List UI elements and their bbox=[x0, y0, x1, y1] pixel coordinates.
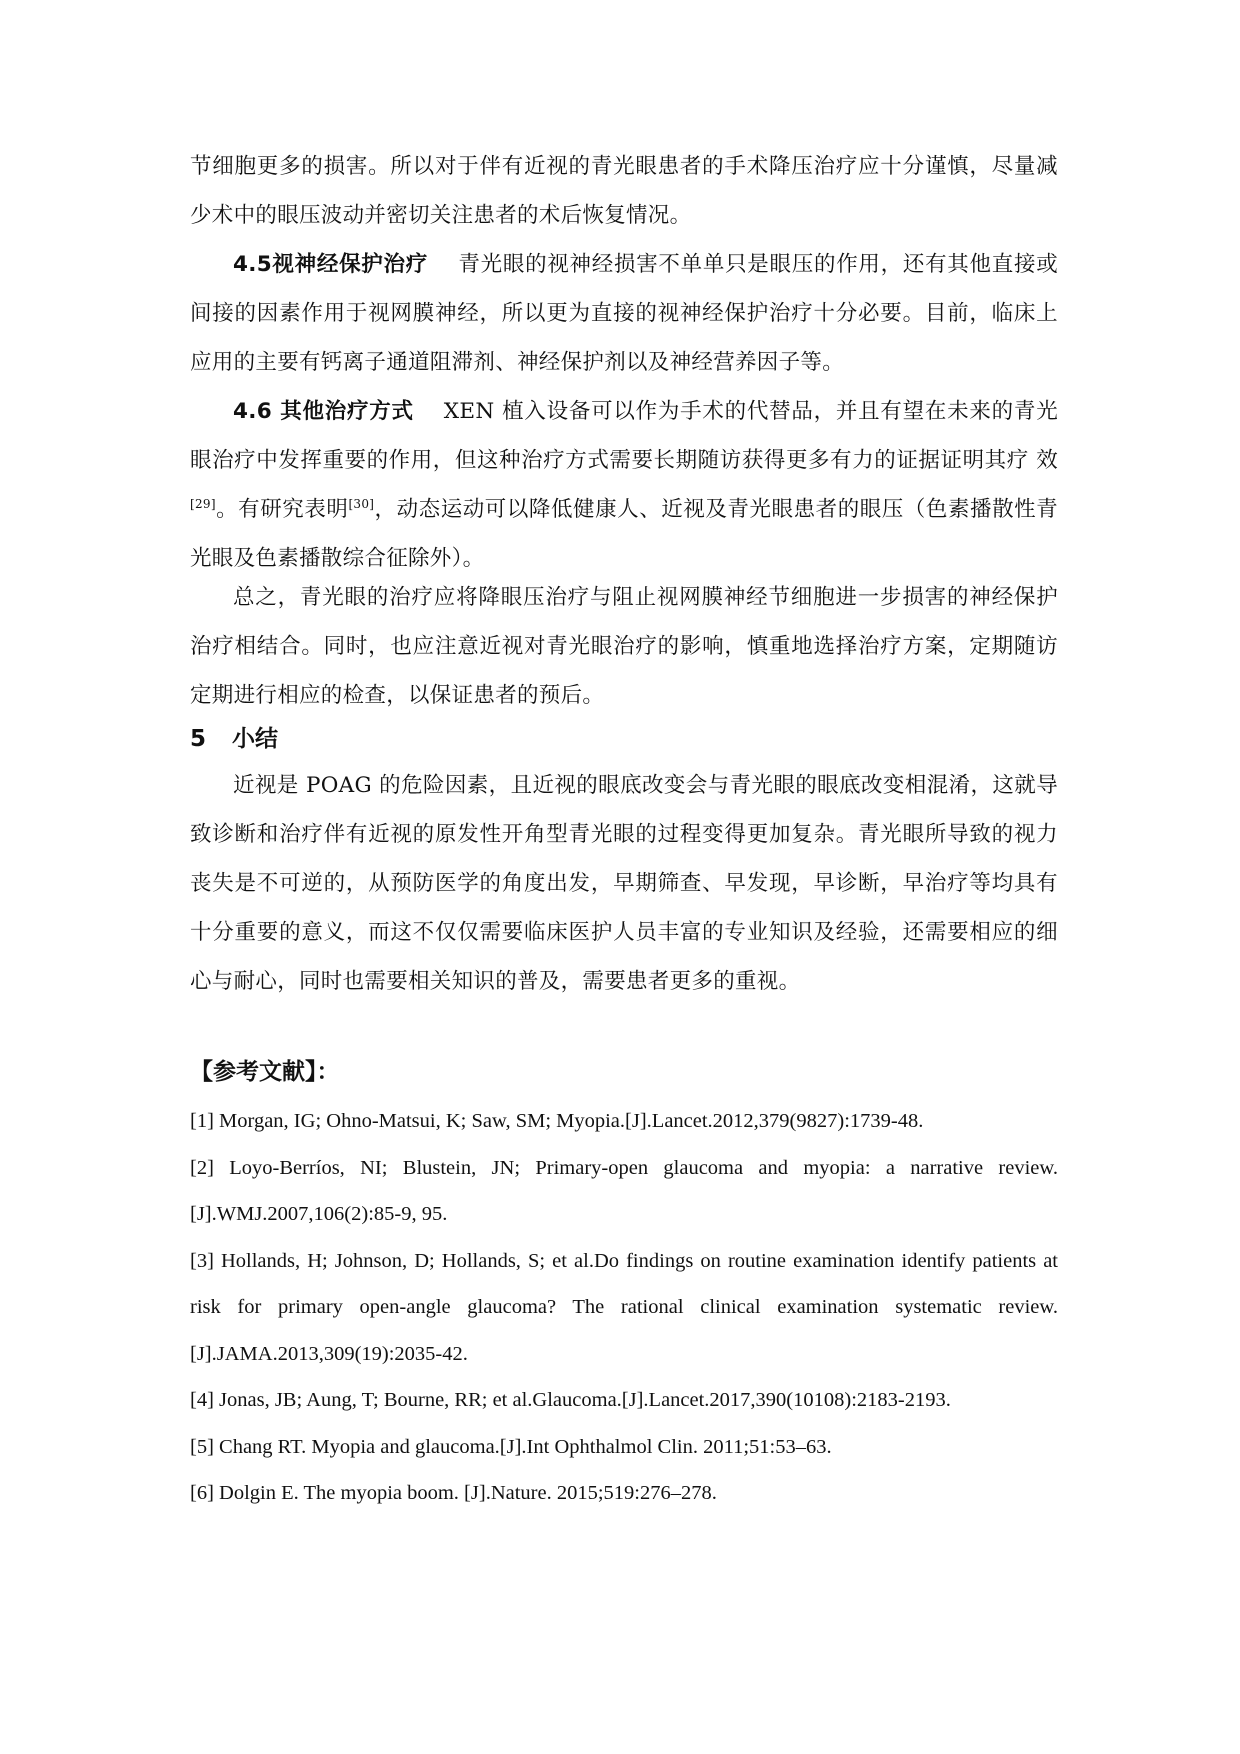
section-5-heading bbox=[190, 720, 278, 753]
section-5-body: 近视是 POAG 的危险因素，且近视的眼底改变会与青光眼的眼底改变相混淆，这就导致诊断和治疗伴有近视的原发性开角型青光眼的过程变得更加复杂。青光眼所导致的视力丧失是不可逆的，从预防医学的角度出发，早期筛查、早发现，早诊断，早治疗等均具有十分重要的意义，而这不仅仅需要临床医护人员丰富的专业知识及经验，还需要相应的细心与耐心，同时也需要相关知识的普及，需要患者更多的重视。 bbox=[190, 773, 1058, 994]
paragraph-continuation: 节细胞更多的损害。所以对于伴有近视的青光眼患者的手术降压治疗应十分谨慎，尽量减少术中的眼压波动并密切关注患者的术后恢复情况。 bbox=[190, 154, 1058, 228]
reference-item-5: [5] Chang RT. Myopia and glaucoma.[J].Int Ophthalmol Clin. 2011;51:53–63. bbox=[190, 1435, 832, 1458]
section-4-6-body-b: 。有研究表明 bbox=[215, 497, 349, 522]
citation-30: [30] bbox=[348, 496, 375, 511]
reference-item-3: [3] Hollands, H; Johnson, D; Hollands, S; et al.Do findings on routine examination identify patients at risk for primary open-angle glaucoma? The rational clinical examination systematic review.[J].JAMA.2013,309(19):2035-42. bbox=[190, 1249, 1058, 1365]
references-heading: 【参考文献】： bbox=[190, 1059, 340, 1085]
section-4-6-body-a: XEN 植入设备可以作为手术的代替品，并且有望在未来的青光眼治疗中发挥重要的作用，但这种治疗方式需要长期随访获得更多有力的证据证明其疗 效 bbox=[190, 399, 1058, 473]
citation-29: [29] bbox=[190, 496, 216, 511]
summary-paragraph: 总之，青光眼的治疗应将降眼压治疗与阻止视网膜神经节细胞进一步损害的神经保护治疗相结合。同时，也应注意近视对青光眼治疗的影响，慎重地选择治疗方案，定期随访定期进行相应的检查，以保证患者的预后。 bbox=[190, 585, 1058, 708]
section-5-title: 小结 bbox=[232, 726, 279, 752]
section-4-5-body: 青光眼的视神经损害不单单只是眼压的作用，还有其他直接或间接的因素作用于视网膜神经，所以更为直接的视神经保护治疗十分必要。目前，临床上应用的主要有钙离子通道阻滞剂、神经保护剂以及神经营养因子等。 bbox=[190, 252, 1059, 375]
section-4-6-heading: 4.6 其他治疗方式 bbox=[233, 399, 414, 424]
section-4-6-body-c: ，动态运动可以降低健康人、近视及青光眼患者的眼压（色素播散性青光眼及色素播散综合征除外）。 bbox=[190, 497, 1058, 571]
reference-item-4: [4] Jonas, JB; Aung, T; Bourne, RR; et al.Glaucoma.[J].Lancet.2017,390(10108):2183-2193. bbox=[190, 1389, 951, 1411]
section-5-number: 5 bbox=[190, 726, 207, 752]
section-4-6-paragraph bbox=[190, 387, 1058, 583]
reference-item-1: [1] Morgan, IG; Ohno-Matsui, K; Saw, SM; Myopia.[J].Lancet.2012,379(9827):1739-48. bbox=[190, 1110, 924, 1132]
reference-list bbox=[190, 1098, 1058, 1517]
reference-item-2: [2] Loyo-Berríos, NI; Blustein, JN; Primary-open glaucoma and myopia: a narrative review. [J].WMJ.2007,106(2):85-9, 95. bbox=[190, 1156, 1058, 1225]
reference-item-6: [6] Dolgin E. The myopia boom. [J].Nature. 2015;519:276–278. bbox=[190, 1482, 717, 1504]
section-4-5-paragraph bbox=[190, 240, 1058, 387]
section-4-5-heading: 4.5视神经保护治疗 bbox=[233, 252, 428, 277]
